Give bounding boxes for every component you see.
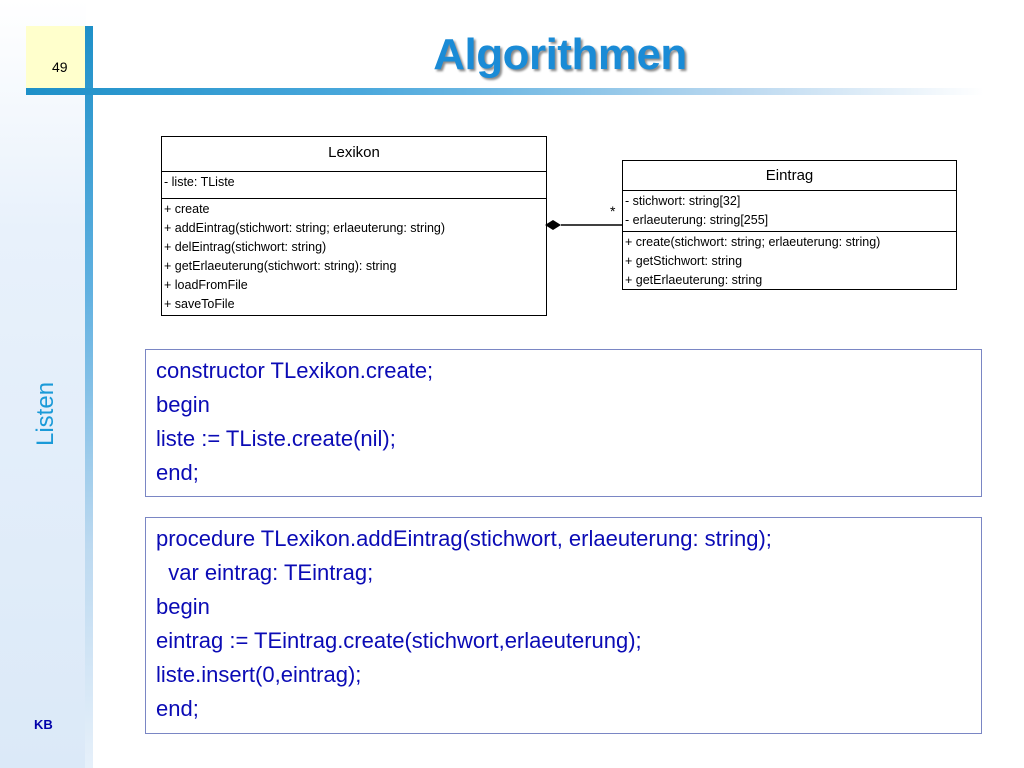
uml-method: + getStichwort: string — [625, 254, 743, 268]
uml-attribute: - erlaeuterung: string[255] — [625, 213, 769, 227]
uml-class-name: Eintrag — [623, 161, 956, 191]
code-line: eintrag := TEintrag.create(stichwort,erlaeuterung); — [156, 628, 642, 653]
uml-methods — [162, 199, 546, 315]
composition-association — [540, 205, 630, 245]
code-line: begin — [156, 594, 210, 619]
code-line: procedure TLexikon.addEintrag(stichwort, erlaeuterung: string); — [156, 526, 772, 551]
code-line: end; — [156, 696, 199, 721]
uml-method: + loadFromFile — [164, 278, 248, 292]
uml-attribute: - stichwort: string[32] — [625, 194, 741, 208]
uml-method: + getErlaeuterung(stichwort: string): string — [164, 259, 397, 273]
code-block-constructor — [145, 349, 982, 497]
page-number-box — [26, 26, 88, 90]
uml-class-name: Lexikon — [162, 137, 546, 172]
horizontal-accent-bar — [26, 88, 984, 95]
uml-method: + create — [164, 202, 210, 216]
code-line: end; — [156, 460, 199, 485]
code-line: liste.insert(0,eintrag); — [156, 662, 362, 687]
multiplicity-label: * — [610, 203, 616, 219]
code-line: liste := TListe.create(nil); — [156, 426, 396, 451]
section-label: Listen — [32, 381, 59, 446]
uml-attributes — [162, 172, 546, 199]
uml-attributes — [623, 191, 956, 232]
uml-method: + addEintrag(stichwort: string; erlaeuterung: string) — [164, 221, 446, 235]
page-number: 49 — [52, 59, 68, 75]
uml-method: + create(stichwort: string; erlaeuterung: string) — [625, 235, 881, 249]
uml-class-lexikon — [161, 136, 547, 316]
vertical-accent-bar — [85, 26, 93, 768]
code-line: constructor TLexikon.create; — [156, 358, 434, 383]
code-block-add-eintrag — [145, 517, 982, 734]
uml-class-eintrag — [622, 160, 957, 290]
uml-methods — [623, 232, 956, 291]
uml-attribute: - liste: TListe — [164, 175, 235, 189]
slide-title: Algorithmen — [433, 30, 687, 79]
code-line: begin — [156, 392, 210, 417]
uml-method: + saveToFile — [164, 297, 235, 311]
uml-method: + getErlaeuterung: string — [625, 273, 763, 287]
code-line: var eintrag: TEintrag; — [156, 560, 374, 585]
uml-method: + delEintrag(stichwort: string) — [164, 240, 327, 254]
author-initials: KB — [34, 717, 53, 732]
composition-diamond-icon — [545, 220, 561, 230]
